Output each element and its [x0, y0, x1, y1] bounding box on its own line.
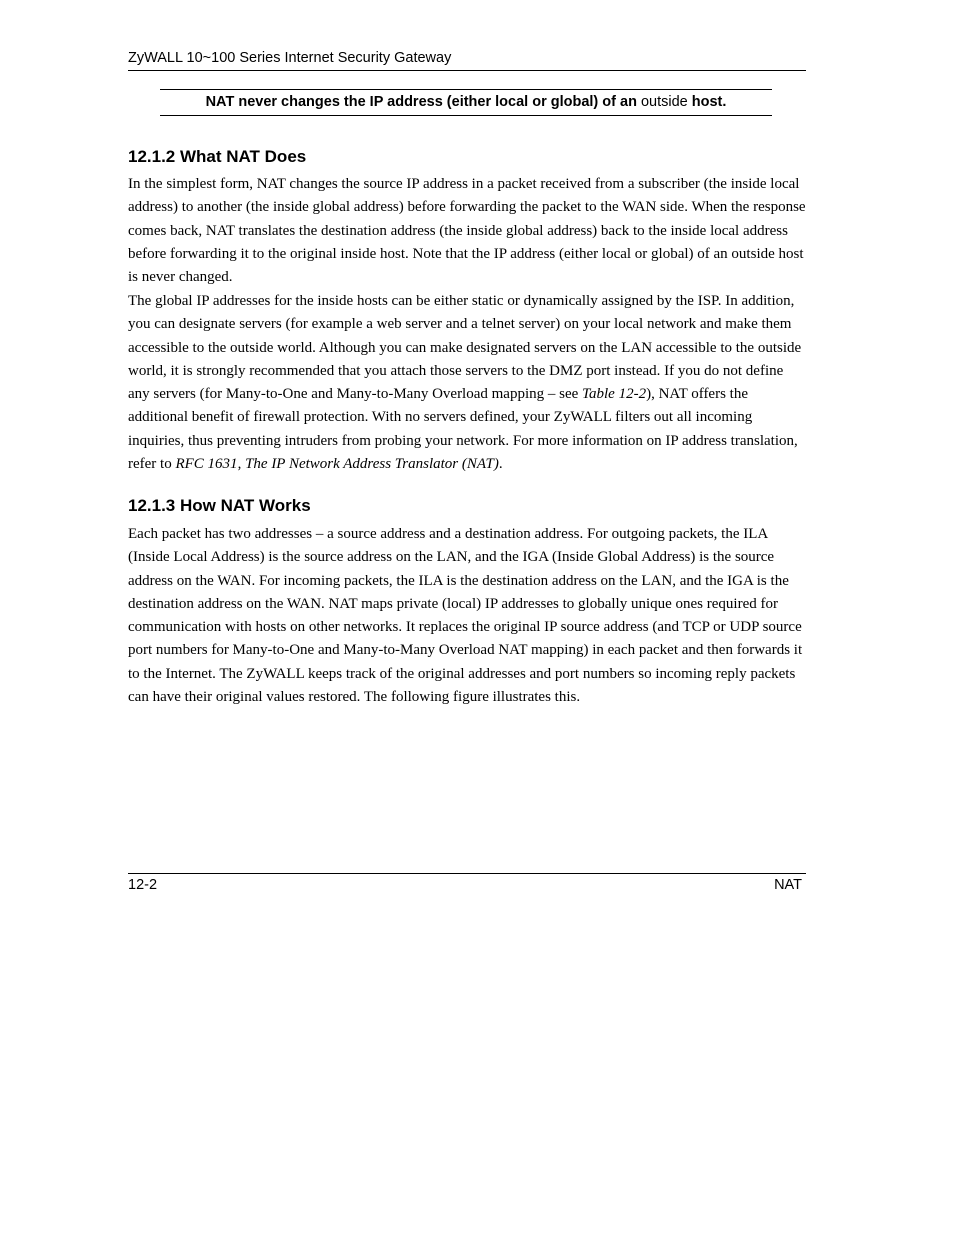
table-reference: Table 12-2	[582, 386, 647, 403]
chapter-name: NAT	[774, 877, 802, 893]
heading-how-nat-works: 12.1.3 How NAT Works	[128, 496, 311, 515]
para2-text-b: ), NAT offers the additional benefit of firewall protection. With no servers defined, your ZyWALL filters out all incoming inquiries, thus preventing intruders from probing your network. For more information on IP address translation, refer to	[128, 386, 798, 473]
note-bold-end: host.	[687, 94, 727, 110]
note-bold-start: NAT never changes the IP address (either local or global) of an	[205, 94, 641, 110]
header-rule	[128, 70, 806, 71]
page-number: 12-2	[128, 877, 158, 893]
running-header: ZyWALL 10~100 Series Internet Security Gateway	[128, 50, 452, 66]
para2-text-a: The global IP addresses for the inside hosts can be either static or dynamically assigned by the ISP. In addition, you can designate servers (for example a web server and a telnet server) on your local network and make them accessible to the outside world. Although you can make designated servers on the LAN accessible to the outside world, it is strongly recommended that you attach those servers to the DMZ port instead. If you do not define any servers (for Many-to-One and Many-to-Many Overload mapping – see	[128, 293, 802, 403]
rfc-reference: RFC 1631	[175, 456, 238, 473]
note-plain-mid: outside	[640, 94, 688, 110]
footer-rule	[128, 873, 806, 874]
paragraph-what-nat-does-1: In the simplest form, NAT changes the source IP address in a packet received from a subscriber (the inside local address) to another (the inside global address) before forwarding the packet to the WAN side. When the response comes back, NAT translates the destination address (the inside global address) back to the inside local address before forwarding it to the original inside host. Note that the IP address (either local or global) of an outside host is never changed.	[128, 176, 806, 286]
para2-separator: ,	[237, 456, 246, 473]
note-box	[160, 89, 772, 116]
paragraph-what-nat-does-2	[128, 290, 808, 476]
paragraph-how-nat-works: Each packet has two addresses – a source address and a destination address. For outgoing packets, the ILA (Inside Local Address) is the source address on the LAN, and the IGA (Inside Global Address) is the source address on the WAN. For incoming packets, the ILA is the destination address on the LAN, and the IGA is the destination address on the WAN. NAT maps private (local) IP addresses to globally unique ones required for communication with hosts on other networks. It replaces the original IP source address (and TCP or UDP source port numbers for Many-to-One and Many-to-Many Overload NAT mapping) in each packet and then forwards it to the Internet. The ZyWALL keeps track of the original addresses and port numbers so incoming reply packets can have their original values restored. The following figure illustrates this.	[128, 526, 803, 706]
para2-end: .	[498, 456, 503, 473]
rfc-title: The IP Network Address Translator (NAT)	[245, 456, 499, 473]
heading-what-nat-does: 12.1.2 What NAT Does	[128, 147, 307, 166]
